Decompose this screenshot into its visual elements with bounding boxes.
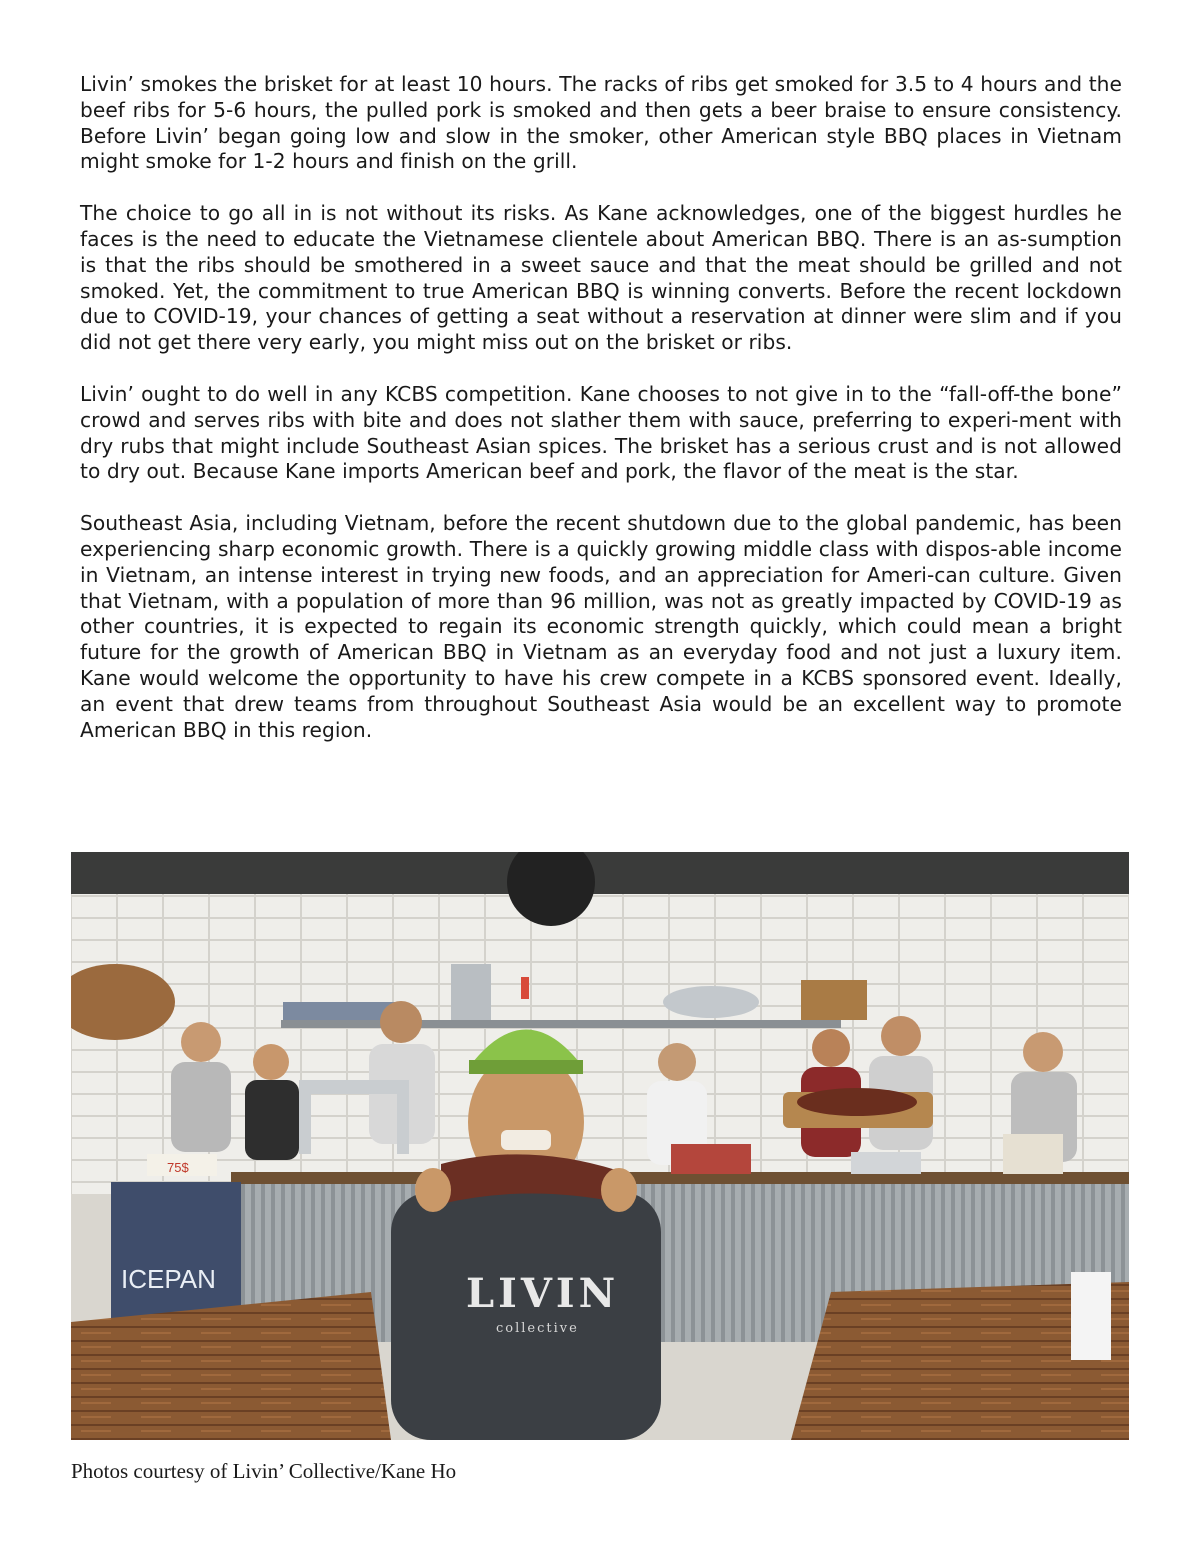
ceiling: [71, 852, 1129, 894]
shirt-subtext: collective: [496, 1321, 579, 1336]
article-paragraph: Livin’ ought to do well in any KCBS competition. Kane chooses to not give in to the “fall-off-the bone” crowd and serves ribs with bite and does not slather them with sauce, preferring to experi-ment with dry rubs that might include Southeast Asian spices. The brisket has a serious crust and is not allowed to dry out. Because Kane imports American beef and pork, the flavor of the meat is the star.: [80, 381, 1122, 484]
article-paragraph: Southeast Asia, including Vietnam, before the recent shutdown due to the global pandemic, has been experiencing sharp economic growth. There is a quickly growing middle class with dispos-able income in Vietnam, an intense interest in trying new foods, and an appreciation for Ameri-can culture. Given that Vietnam, with a population of more than 96 million, was not as greatly impacted by COVID-19 as other countries, it is expected to regain its economic strength quickly, which could mean a bright future for the growth of American BBQ in Vietnam as an everyday food and not just a luxury item. Kane would welcome the opportunity to have his crew compete in a KCBS sponsored event. Ideally, an event that drew teams from throughout Southeast Asia would be an excellent way to promote American BBQ in this region.: [80, 511, 1122, 742]
teeth: [501, 1130, 551, 1150]
tiled-wall: [71, 894, 1129, 1194]
icepan-sign-text: ICEPAN: [121, 1264, 216, 1294]
steel-bowl: [663, 986, 759, 1018]
steel-pot: [451, 964, 491, 1020]
paper-towel: [1071, 1272, 1111, 1360]
metal-shelf: [281, 1020, 841, 1028]
utensil-holder: [851, 1152, 921, 1174]
beer-tap-tower: [299, 1080, 409, 1094]
basket: [801, 980, 867, 1020]
photo-caption: Photos courtesy of Livin’ Collective/Kane Ho: [71, 1459, 457, 1483]
plate-stack: [671, 1144, 751, 1174]
article-body: [80, 72, 1122, 769]
article-paragraph: Livin’ smokes the brisket for at least 10 hours. The racks of ribs get smoked for 3.5 to 4 hours and the beef ribs for 5-6 hours, the pulled pork is smoked and then gets a beer braise to ensure consistency. Before Livin’ began going low and slow in the smoker, other American style BBQ places in Vietnam might smoke for 1-2 hours and finish on the grill.: [80, 72, 1122, 174]
photo-illustration: [71, 852, 1129, 1440]
restaurant-team-photo: [71, 852, 1129, 1440]
article-paragraph: The choice to go all in is not without its risks. As Kane acknowledges, one of the biggest hurdles he faces is the need to educate the Vietnamese clientele about American BBQ. There is an as-sumption is that the ribs should be smothered in a sweet sauce and that the meat should be grilled and not smoked. Yet, the commitment to true American BBQ is winning converts. Before the recent lockdown due to COVID-19, your chances of getting a seat without a reservation at dinner were slim and if you did not get there very early, you might miss out on the brisket or ribs.: [80, 201, 1122, 355]
price-tag-text: 75$: [167, 1160, 189, 1175]
shirt-logo-text: LIVIN: [466, 1270, 620, 1317]
